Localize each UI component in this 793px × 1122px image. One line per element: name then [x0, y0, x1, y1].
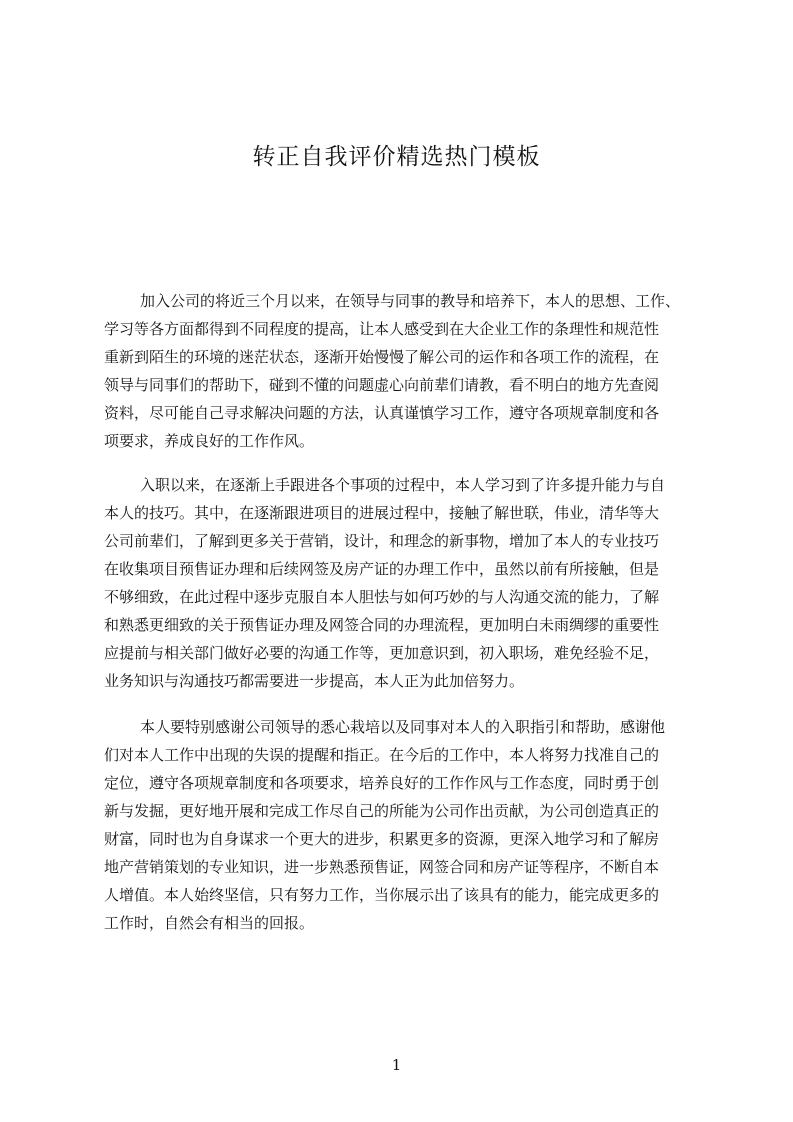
text-line: 公司前辈们，了解到更多关于营销，设计，和理念的新事物，增加了本人的专业技巧 [104, 532, 660, 550]
text-line: 应提前与相关部门做好必要的沟通工作等，更加意识到，初入职场，难免经验不足， [104, 644, 660, 662]
text-line: 定位，遵守各项规章制度和各项要求，培养良好的工作作风与工作态度，同时勇于创 [104, 774, 660, 792]
text-line: 人增值。本人始终坚信，只有努力工作，当你展示出了该具有的能力，能完成更多的 [104, 886, 660, 904]
text-line: 地产营销策划的专业知识，进一步熟悉预售证，网签合同和房产证等程序，不断自本 [104, 858, 660, 876]
text-line: 新与发掘，更好地开展和完成工作尽自己的所能为公司作出贡献，为公司创造真正的 [104, 802, 660, 820]
text-line: 不够细致，在此过程中逐步克服自本人胆怯与如何巧妙的与人沟通交流的能力，了解 [104, 588, 660, 606]
text-line: 领导与同事们的帮助下，碰到不懂的问题虚心向前辈们请教，看不明白的地方先查阅 [104, 376, 660, 394]
text-line: 和熟悉更细致的关于预售证办理及网签合同的办理流程，更加明白未雨绸缪的重要性 [104, 616, 660, 634]
text-line: 业务知识与沟通技巧都需要进一步提高，本人正为此加倍努力。 [104, 672, 525, 690]
paragraph-1 [104, 287, 708, 455]
text-line: 本人要特别感谢公司领导的悉心栽培以及同事对本人的入职指引和帮助，感谢他 [140, 718, 666, 736]
paragraph-3 [104, 713, 708, 937]
text-line: 资料，尽可能自己寻求解决问题的方法，认真谨慎学习工作，遵守各项规章制度和各 [104, 404, 660, 422]
document-title: 转正自我评价精选热门模板 [252, 144, 541, 170]
text-line: 财富，同时也为自身谋求一个更大的进步，积累更多的资源，更深入地学习和了解房 [104, 830, 660, 848]
text-line: 项要求，养成良好的工作作风。 [104, 432, 315, 450]
page-number: 1 [391, 1056, 402, 1074]
text-line: 在收集项目预售证办理和后续网签及房产证的办理工作中，虽然以前有所接触，但是 [104, 560, 660, 578]
text-line: 重新到陌生的环境的迷茫状态，逐渐开始慢慢了解公司的运作和各项工作的流程，在 [104, 348, 660, 366]
text-line: 们对本人工作中出现的失误的提醒和指正。在今后的工作中，本人将努力找准自己的 [104, 746, 660, 764]
text-line: 加入公司的将近三个月以来，在领导与同事的教导和培养下，本人的思想、工作、 [140, 292, 681, 310]
paragraph-2 [104, 471, 708, 695]
text-line: 入职以来，在逐渐上手跟进各个事项的过程中，本人学习到了许多提升能力与自 [140, 476, 666, 494]
text-line: 学习等各方面都得到不同程度的提高，让本人感受到在大企业工作的条理性和规范性 [104, 320, 660, 338]
text-line: 工作时，自然会有相当的回报。 [104, 914, 315, 932]
text-line: 本人的技巧。其中，在逐渐跟进项目的进展过程中，接触了解世联，伟业，清华等大 [104, 504, 660, 522]
